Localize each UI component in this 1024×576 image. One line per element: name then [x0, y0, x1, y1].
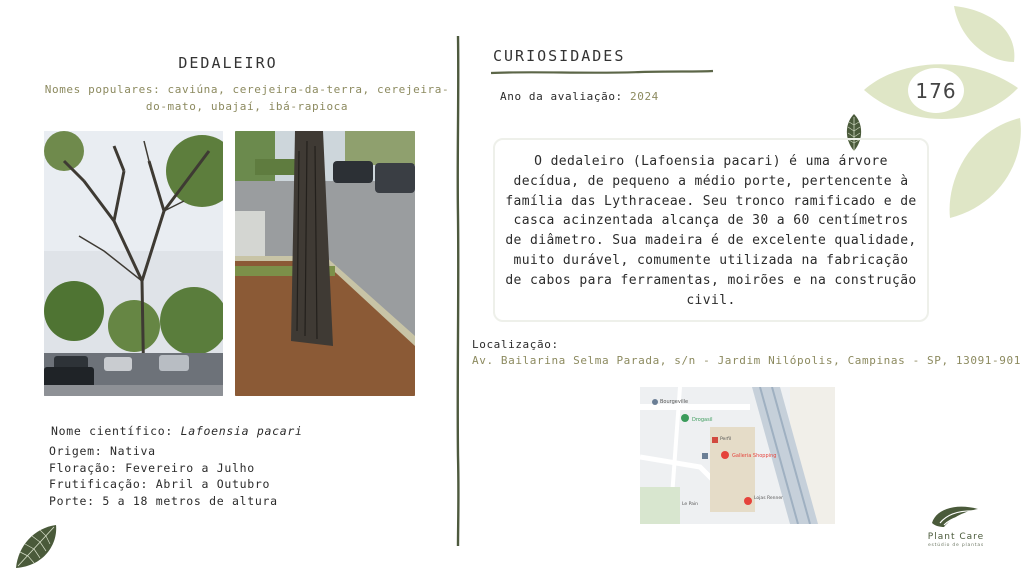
leaf-icon-bottom: [10, 522, 60, 570]
map-label-5: Lojas Renner: [754, 496, 783, 501]
detail-origin: Origem: Nativa: [49, 444, 156, 458]
address: Av. Bailarina Selma Parada, s/n - Jardim Nilópolis, Campinas - SP, 13091-901: [472, 354, 1021, 367]
brand-tagline: estúdio de plantas: [927, 543, 985, 548]
detail-size: Porte: 5 a 18 metros de altura: [49, 493, 278, 508]
detail-fruiting: Frutificação: Abril a Outubro: [49, 477, 271, 492]
map-label-2: Perfil: [720, 437, 732, 442]
scientific-name: Lafoensia pacari: [180, 424, 303, 438]
curiosities-title: CURIOSIDADES: [493, 47, 626, 65]
description-text: O dedaleiro (Lafoensia pacari) é uma árvore decídua, de pequeno a médio porte, pertencente à família das Lythraceae. Seu tronco ramificado e de casca acinzentada alcança de 30 a 60 centímetros de diâmetro. Sua madeira é de excelente qualidade, muito durável, comumente utilizada na fabricação de cabos para ferramentas, moirões e na construção civil.: [505, 154, 917, 308]
evaluation-year: [500, 90, 659, 103]
tree-photo: [44, 131, 223, 396]
details-list: [49, 443, 278, 509]
scientific-name-row: [51, 423, 303, 440]
description-box: [493, 138, 929, 322]
title-underline: [491, 68, 715, 76]
year-label: Ano da avaliação:: [500, 90, 631, 103]
detail-flowering: Floração: Fevereiro a Julho: [49, 460, 255, 475]
map-label-3: Galleria Shopping: [732, 453, 777, 459]
location-map[interactable]: [640, 387, 835, 524]
scientific-label: Nome científico:: [51, 424, 181, 438]
map-drawing: [640, 387, 835, 524]
plant-care-logo-icon: [930, 503, 982, 529]
page-number-circle: [908, 68, 964, 113]
map-label-1: Drogasil: [692, 417, 713, 423]
year-value: 2024: [630, 90, 659, 103]
map-label-4: Le Pain: [682, 502, 698, 507]
location-label: Localização:: [472, 338, 559, 351]
brand-name: Plant Care: [927, 532, 985, 542]
trunk-photo: [235, 131, 415, 396]
popular-names: Nomes populares: caviúna, cerejeira-da-terra, cerejeira-do-mato, ubajaí, ibá-rapioca: [44, 83, 450, 113]
center-divider: [454, 36, 462, 546]
page-number: 176: [915, 78, 957, 103]
species-title: DEDALEIRO: [178, 54, 278, 72]
map-label-0: Bourgeville: [660, 399, 689, 405]
